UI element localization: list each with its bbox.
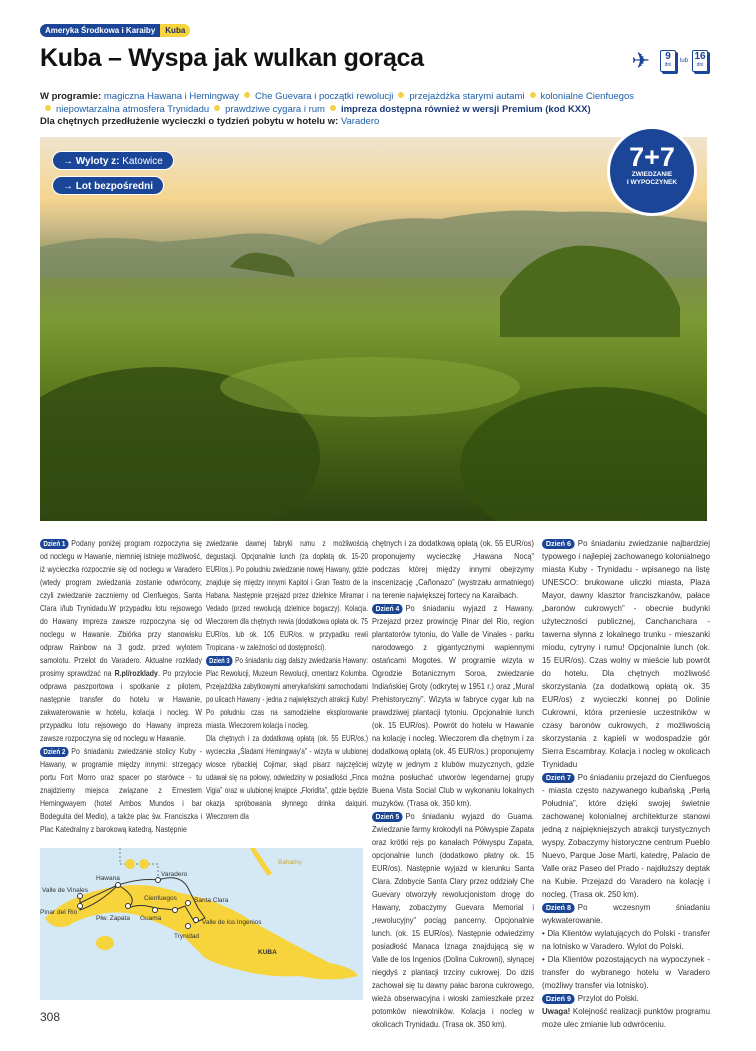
itinerary-column	[542, 537, 710, 1031]
extension-label: Dla chętnych przedłużenie wycieczki o tydzień pobytu w hotelu w:	[40, 116, 339, 127]
column-text	[206, 537, 368, 823]
badge-line: ZWIEDZANIE	[631, 171, 673, 178]
cuba-map	[40, 848, 363, 1000]
day-badge: Dzień 6	[542, 539, 575, 549]
program-item: przejażdżka starymi autami	[409, 91, 525, 102]
itinerary-paragraph	[542, 927, 710, 953]
itinerary-column	[40, 537, 202, 836]
paragraph-text: Po śniadaniu przejazd do Cienfuegos - miasta często nazywanego kubańską „Perłą Południa”, które dzięki swojej świetnie zachowanej kolonialnej architekturze stanowi jedną z najpiękniejszych atrakcji turystycznych wyspy. Zobaczymy historyczne centrum Pueblo Nuevo, Parque Jose Marti, katedrę, Palacio de Valle oraz Paseo del Prado - najdłuższy deptak na Kubie. Przejazd do Varadero na kolację i nocleg. (Trasa ok. 250 km).	[542, 772, 710, 899]
paragraph-text: Kolejność realizacji punktów programu może ulec zmianie lub odwróceniu.	[542, 1006, 710, 1029]
program-line	[40, 91, 710, 104]
map-label-hawana: Hawana	[96, 875, 120, 882]
days-unit: dni	[664, 62, 672, 68]
day-paragraph	[372, 810, 534, 1031]
day-badge: Dzień 3	[206, 656, 233, 666]
itinerary-paragraph	[206, 732, 368, 823]
title-bold: Kuba	[40, 44, 102, 72]
program-item: kolonialne Cienfuegos	[540, 91, 634, 102]
column-text	[40, 537, 202, 836]
program-item: niepowtarzalna atmosfera Trynidadu	[56, 103, 210, 115]
badge-line: I WYPOCZYNEK	[626, 179, 678, 186]
bold-text: Uwaga!	[542, 1006, 571, 1016]
day-badge: Dzień 1	[40, 539, 69, 549]
bullet-dot	[244, 92, 250, 98]
paragraph-text: . Po przylocie odprawa paszportowa i spotkanie z pilotem, następnie transfer do hotelu w Hawanie, zakwaterowanie w hotelu, kolacja i nocleg. W przypadku lotu rejsowego do Hawany impreza zawsze rozpoczyna się od noclegu w Hawanie.	[40, 668, 202, 743]
itinerary-paragraph	[372, 537, 534, 602]
departures-label: → Wyloty z:	[63, 156, 120, 167]
paragraph-text: zwiedzanie dawnej fabryki rumu z możliwością degustacji. Opcjonalnie lunch (za dopłatą ok. 15-20 EUR/os.). Po południu zwiedzanie nowej Hawany, gdzie znajduje się między innymi Kapitol i Gran Teatro de la Habana. Następnie przejazd przez dzielnice Miramar i Vedado (przed rewolucją dzielnice bogaczy). Kolacja. Wieczorem dla chętnych rewia (dodatkowa opłata ok. 75 EUR/os. lub ok. 105 EUR/os. w przypadku rewii Tropicana - w zależności od dostępności).	[206, 538, 368, 652]
map-label-zapata: Płw. Zapata	[96, 915, 130, 922]
bullet-dot	[330, 105, 336, 111]
plane-icon: ✈	[631, 48, 650, 73]
program-item: magiczna Hawana i Hemingway	[103, 91, 240, 102]
hero-photo-vinales-valley	[40, 137, 707, 521]
map-label-trynidad: Trynidad	[174, 933, 200, 940]
paragraph-text: Po śniadaniu zwiedzanie najbardziej typowego i najlepiej zachowanego kolonialnego miasta Kuby - Trynidadu - wpisanego na listę UNESCO: brukowane uliczki miasta, Plaza Mayor, dawny klasztor franciszkanów, pałace „baronów cukrowych” - obecnie budynki użyteczności publicznej, Canchanchara - tawerna słynna z lokalnego trunku - mieszanki miodu, cytryny i rumu! Opcjonalnie lunch (ok. 15 EUR/os). Czas wolny w mieście lub powrót do hotelu. Dla chętnych możliwość skorzystania (za dodatkową opłatą ok. 35 EUR/os) z wycieczki konnej po Dolinie Cukrowni, która przeniesie uczestników w czasy baronów cukrowych, z możliwością skorzystania z kąpieli w wodospadzie gór Sierra Escambray. Kolacja i nocleg w okolicach Trynidadu	[542, 538, 710, 769]
breadcrumb-country[interactable]: Kuba	[160, 24, 190, 37]
paragraph-text: chętnych i za dodatkową opłatą (ok. 55 EUR/os) proponujemy wycieczkę „Hawana Nocą” podczas której między innymi obejrzymy inscenizację „Cañonazo” (wystrzału armatniego) na terenie największej fortecy na Karaibach.	[372, 538, 534, 600]
paragraph-text: Po śniadaniu wyjazd z Hawany. Przejazd przez prowincję Pinar del Rio, region plantatorów tytoniu, do Valle de Vinales - parku narodowego z gigantycznymi wapiennymi ostańcami Mogotes. W programie wizyta w Ogrodzie Botanicznym Soroa, zwiedzanie Indiańskiej Groty (odkrytej w 1951 r.) oraz „Mural Prehistoryczny”. Wizyta w fabryce cygar lub na prawdziwej plantacji tytoniu. Opcjonalnie lunch (ok. 15 EUR/os). Powrót do hotelu w Hawanie na kolację i nocleg. Wieczorem dla chętnym i za dodatkową opłatą (ok. 45 EUR/os.) proponujemy wizytę w jednym z klubów muzycznych, gdzie można posłuchać utworów legendarnej grupy Buena Vista Social Club w wykonaniu lokalnych muzyków. (Trasa ok. 350 km).	[372, 603, 534, 808]
map-label-vinales: Valle de Vinales	[42, 887, 89, 894]
day-paragraph	[542, 992, 710, 1005]
premium-note: impreza dostępna również w wersji Premium (kod KXX)	[340, 103, 591, 115]
map-label-ingenios: Valle de los Ingenios	[202, 919, 262, 926]
direct-flight-pill	[52, 176, 164, 195]
day-paragraph	[542, 537, 710, 771]
program-line	[40, 116, 710, 129]
column-text	[372, 537, 534, 1031]
extension-place: Varadero	[340, 116, 380, 127]
bullet-dot	[530, 92, 536, 98]
day-badge: Dzień 8	[542, 903, 575, 913]
paragraph-text: Po wczesnym śniadaniu wykwaterowanie.	[542, 902, 710, 925]
paragraph-text: Po śniadaniu wyjazd do Guama. Zwiedzanie farmy krokodyli na Półwyspie Zapata oraz krótki rejs po kanałach Półwyspu Zapata, opcjonalnie lunch (dodatkowo płatny ok. 15 EUR/os). Następnie wyjazd w kierunku Santa Clara. Zdobycie Santa Clary przez oddziały Che Guevary otworzyły rewolucjonistom drogę do Hawany, zobaczymy Guevara Memorial i „rewolucyjny” pociąg pancerny. Opcjonalnie lunch. (ok. 15 EUR/os). Następnie odwiedzimy posiadłość Manaca Iznaga znajdującą się w Valle de los Ingenios (Dolina Cukrowni), słynącej niegdyś z plantacji trzciny cukrowej. Do dziś zachował się tu dawny pałac barona cukrowego, wieża obserwacyjna i wioski zamieszkałe przez potomków niewolników. Kolacja i nocleg w okolicach Trynidadu. (Trasa ok. 350 km).	[372, 811, 534, 1029]
program-line	[40, 104, 710, 117]
day-badge: Dzień 9	[542, 994, 575, 1004]
calendar-icon-9-days	[660, 50, 676, 72]
sightseeing-and-rest-badge	[607, 126, 697, 216]
paragraph-text: • Dla Klientów pozostających na wypoczynek - transfer do wybranego hotelu w Varadero (możliwy transfer via lotnisko).	[542, 954, 710, 990]
day-paragraph	[372, 602, 534, 810]
breadcrumb	[40, 24, 190, 37]
map-label-santa-clara: Santa Clara	[194, 897, 229, 904]
badge-number: 7+7	[629, 142, 675, 172]
day-paragraph	[40, 537, 202, 745]
day-paragraph	[40, 745, 202, 836]
day-badge: Dzień 4	[372, 604, 403, 614]
itinerary-paragraph	[542, 953, 710, 992]
page-title	[40, 44, 424, 73]
page-number: 308	[40, 1010, 61, 1024]
route-map	[40, 848, 363, 1000]
departures-city: Katowice	[122, 156, 163, 167]
map-label-kuba: KUBA	[258, 949, 277, 956]
program-label: W programie:	[40, 91, 102, 102]
paragraph-text: Po śniadaniu zwiedzanie stolicy Kuby - Hawany, w programie między innymi: strzegący portu Fort Morro oraz spacer po starówce - tu znajdziemy miejsca związane z Ernestem Hemingwayem (hotel Ambos Mundos i bar Bodeguita del Medio), a także plac św. Franciszka i Plac Katedralny z barokową katedrą. Następnie	[40, 746, 202, 834]
bold-text: R.pl/rozklady	[114, 668, 158, 678]
days-unit: dni	[696, 62, 704, 68]
day-badge: Dzień 7	[542, 773, 575, 783]
map-label-pinar: Pinar del Rio	[40, 909, 78, 916]
title-rest: – Wyspa jak wulkan gorąca	[101, 44, 424, 72]
paragraph-text: Przylot do Polski.	[577, 993, 639, 1003]
paragraph-text: Podany poniżej program rozpoczyna się od noclegu w Hawanie, niemniej istnieje możliwość, iż wycieczka rozpocznie się od noclegu w Varadero (wtedy program zwiedzania zostanie odwrócony, czyli zwiedzanie zaczniemy od Cienfuegos, Santa Clara i/lub Trynidadu.W przypadku lotu rejsowego do Hawany impreza zawsze rozpoczyna się od noclegu w Hawanie. Zbiórka przy stanowisku odpraw Rainbow na 3 godz. przed wylotem samolotu. Przelot do Varadero. Aktualne rozkłady prosimy sprawdzać na	[40, 538, 202, 678]
paragraph-text: Dla chętnych i za dodatkową opłatą (ok. 55 EUR/os.) wycieczka „Śladami Hemingway'a” - wizyta w ulubionej wiosce rybackiej Cojimar, skąd pisarz najczęściej udawał się na połowy, odwiedziny w posiadłości „Finca Vigia” oraz w ulubionej knajpce „Floridita”, gdzie będzie okazja spróbowania słynnego drinka daiquiri. Wieczorem dla	[206, 733, 368, 821]
map-label-cienfuegos: Cienfuegos	[144, 895, 177, 902]
calendar-icon-16-days	[692, 50, 708, 72]
column-text	[542, 537, 710, 1031]
days-a: 9	[665, 51, 671, 62]
itinerary-column	[206, 537, 368, 823]
paragraph-text: Po śniadaniu ciąg dalszy zwiedzania Hawany: Plac Rewolucji, Muzeum Rewolucji, cmentarz Kolumba. Przejażdżka zabytkowymi amerykańskimi samochodami po ulicach Hawany - jedna z największych atrakcji Kuby! Po południu czas na samodzielne eksplorowanie miasta. Wieczorem kolacja i nocleg.	[206, 655, 368, 730]
bullet-dot	[45, 105, 51, 111]
days-b: 16	[694, 51, 706, 62]
or-label: lub	[679, 58, 688, 64]
program-summary	[40, 91, 710, 129]
trip-info-icons	[632, 48, 708, 74]
day-badge: Dzień 5	[372, 812, 403, 822]
program-item: prawdziwe cygara i rum	[225, 103, 325, 115]
day-paragraph	[206, 654, 368, 732]
paragraph-text: • Dla Klientów wylatujących do Polski - transfer na lotnisko w Varadero. Wylot do Polski.	[542, 928, 710, 951]
day-paragraph	[542, 901, 710, 927]
departures-pill	[52, 151, 174, 170]
day-badge: Dzień 2	[40, 747, 69, 757]
day-paragraph	[542, 771, 710, 901]
itinerary-paragraph	[206, 537, 368, 654]
map-label-varadero: Varadero	[161, 871, 188, 878]
bullet-dot	[398, 92, 404, 98]
map-label-guama: Guama	[140, 915, 162, 922]
bullet-dot	[214, 105, 220, 111]
direct-flight-label: → Lot bezpośredni	[63, 181, 153, 192]
itinerary-column	[372, 537, 534, 1031]
itinerary-paragraph	[542, 1005, 710, 1031]
program-item: Che Guevara i początki rewolucji	[255, 91, 394, 102]
map-label-bahamy: Bahamy	[278, 859, 302, 866]
breadcrumb-region[interactable]: Ameryka Środkowa i Karaiby	[40, 24, 160, 37]
